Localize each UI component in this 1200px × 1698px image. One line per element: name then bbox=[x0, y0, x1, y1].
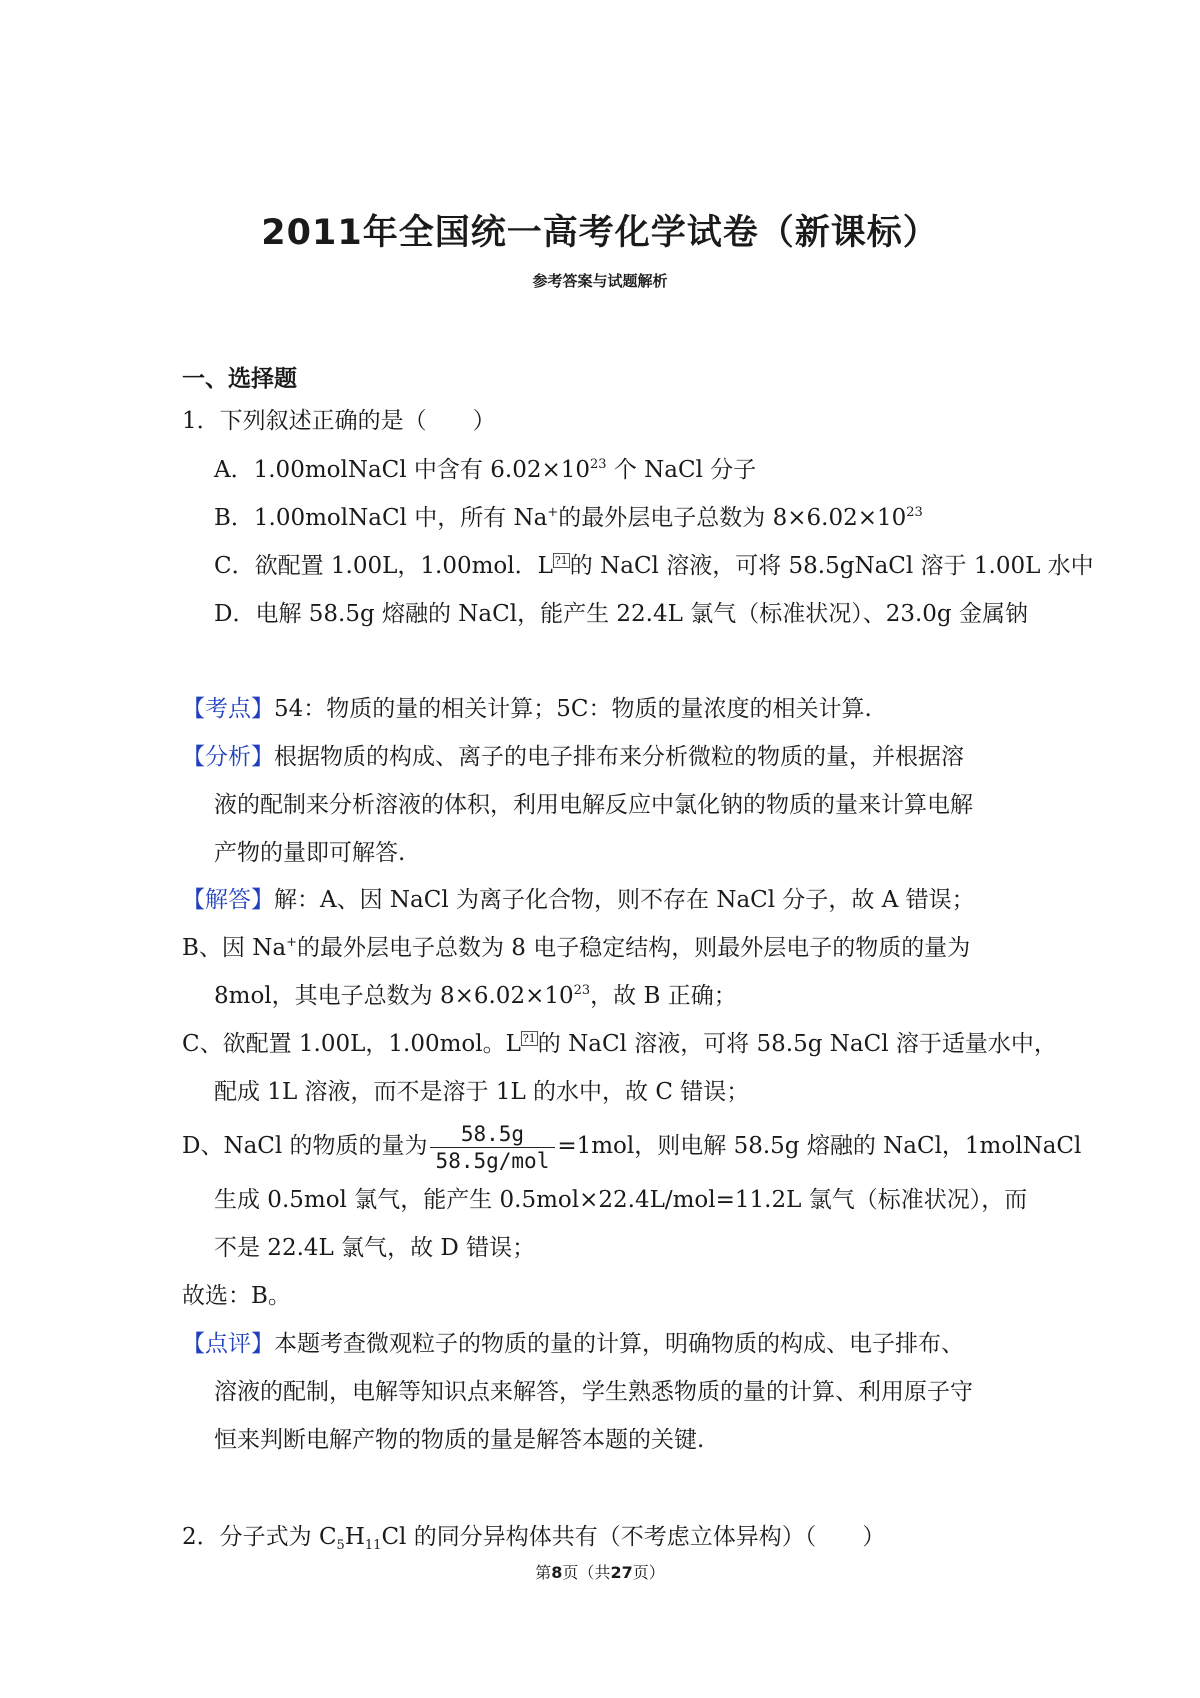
option-b-charge: + bbox=[547, 505, 559, 520]
jieda-b2-text: 8mol，其电子总数为 8×6.02×10 bbox=[214, 983, 574, 1009]
page-footer bbox=[0, 1560, 1200, 1583]
jieda-line bbox=[182, 885, 975, 915]
jieda-b-text: B、因 Na bbox=[182, 935, 287, 961]
jieda-c-line-1 bbox=[182, 1029, 1057, 1059]
question-2-sub-h: 11 bbox=[364, 1538, 382, 1553]
kaodian-line bbox=[182, 694, 872, 724]
jieda-d-line-2: 生成 0.5mol 氯气，能产生 0.5mol×22.4L/mol=11.2L 氯气（标准状况），而 bbox=[214, 1187, 1028, 1213]
jieda-c-line-2: 配成 1L 溶液，而不是溶于 1L 的水中，故 C 错误； bbox=[214, 1079, 750, 1105]
question-1-option-d: D．电解 58.5g 熔融的 NaCl，能产生 22.4L 氯气（标准状况）、23.0g 金属钠 bbox=[214, 601, 1028, 627]
option-a-text-end: 个 NaCl 分子 bbox=[606, 457, 757, 483]
footer-suffix: 页） bbox=[632, 1563, 665, 1582]
jieda-a-text: 解：A、因 NaCl 为离子化合物，则不存在 NaCl 分子，故 A 错误； bbox=[274, 887, 975, 913]
dianping-text-1: 本题考查微观粒子的物质的量的计算，明确物质的构成、电子排布、 bbox=[274, 1331, 964, 1357]
question-1-option-a bbox=[214, 455, 756, 485]
dianping-line-2: 溶液的配制，电解等知识点来解答，学生熟悉物质的量的计算、利用原子守 bbox=[214, 1379, 973, 1405]
jieda-tag: 【解答】 bbox=[182, 887, 274, 913]
option-c-unit-symbol: ?1 bbox=[554, 554, 568, 567]
option-a-exponent: 23 bbox=[590, 457, 607, 472]
question-2-text-end: Cl 的同分异构体共有（不考虑立体异构）（ ） bbox=[381, 1524, 886, 1550]
jieda-b2-text-end: ，故 B 正确； bbox=[590, 983, 737, 1009]
dianping-tag: 【点评】 bbox=[182, 1331, 274, 1357]
fenxi-tag: 【分析】 bbox=[182, 744, 274, 770]
dianping-line-1 bbox=[182, 1329, 964, 1359]
footer-page-number: 8 bbox=[551, 1563, 563, 1582]
jieda-b-line-1 bbox=[182, 933, 970, 963]
kaodian-tag: 【考点】 bbox=[182, 696, 274, 722]
question-2-stem bbox=[182, 1522, 885, 1552]
option-c-text-end: 的 NaCl 溶液，可将 58.5gNaCl 溶于 1.00L 水中 bbox=[569, 553, 1094, 579]
question-1-option-b bbox=[214, 503, 923, 533]
jieda-d-text-end: =1mol，则电解 58.5g 熔融的 NaCl，1molNaCl bbox=[557, 1133, 1082, 1159]
page-title: 2011年全国统一高考化学试卷（新课标） bbox=[261, 213, 939, 253]
footer-total-pages: 27 bbox=[610, 1563, 633, 1582]
question-1-option-c bbox=[214, 551, 1094, 581]
fenxi-text-1: 根据物质的构成、离子的电子排布来分析微粒的物质的量，并根据溶 bbox=[274, 744, 964, 770]
jieda-d-text: D、NaCl 的物质的量为 bbox=[182, 1133, 428, 1159]
jieda-c-unit-symbol: ?1 bbox=[522, 1032, 536, 1045]
kaodian-text: 54：物质的量的相关计算；5C：物质的量浓度的相关计算. bbox=[274, 696, 872, 722]
option-b-text: B．1.00molNaCl 中，所有 Na bbox=[214, 505, 548, 531]
section-heading: 一、选择题 bbox=[182, 366, 297, 392]
dianping-line-3: 恒来判断电解产物的物质的量是解答本题的关键. bbox=[214, 1427, 705, 1453]
jieda-d-line-3: 不是 22.4L 氯气，故 D 错误； bbox=[214, 1235, 536, 1261]
option-b-text-mid: 的最外层电子总数为 8×6.02×10 bbox=[558, 505, 907, 531]
answer-line: 故选：B。 bbox=[182, 1283, 291, 1309]
option-c-text: C．欲配置 1.00L，1.00mol．L bbox=[214, 553, 553, 579]
jieda-b-line-2 bbox=[214, 981, 737, 1011]
fraction-numerator: 58.5g bbox=[430, 1122, 556, 1148]
fenxi-line-1 bbox=[182, 742, 964, 772]
question-2-sub-c: 5 bbox=[336, 1538, 345, 1553]
jieda-b-charge: + bbox=[286, 935, 297, 950]
fraction-denominator: 58.5g/mol bbox=[435, 1148, 550, 1173]
fenxi-line-3: 产物的量即可解答. bbox=[214, 840, 406, 866]
jieda-b2-exponent: 23 bbox=[573, 983, 591, 998]
jieda-d-line-1 bbox=[182, 1118, 1081, 1174]
jieda-c-text-end: 的 NaCl 溶液，可将 58.5g NaCl 溶于适量水中， bbox=[537, 1031, 1057, 1057]
jieda-b-text-end: 的最外层电子总数为 8 电子稳定结构，则最外层电子的物质的量为 bbox=[296, 935, 971, 961]
molar-fraction bbox=[430, 1122, 556, 1173]
page-subtitle: 参考答案与试题解析 bbox=[532, 272, 668, 290]
option-b-exponent: 23 bbox=[906, 505, 923, 520]
jieda-c-text: C、欲配置 1.00L，1.00mol。L bbox=[182, 1031, 521, 1057]
question-1-stem: 1．下列叙述正确的是（ ） bbox=[182, 408, 496, 434]
fenxi-line-2: 液的配制来分析溶液的体积，利用电解反应中氯化钠的物质的量来计算电解 bbox=[214, 792, 973, 818]
question-2-text: 2．分子式为 C bbox=[182, 1524, 337, 1550]
footer-middle: 页（共 bbox=[562, 1563, 611, 1582]
option-a-text: A．1.00molNaCl 中含有 6.02×10 bbox=[214, 457, 590, 483]
question-2-text-h: H bbox=[344, 1524, 365, 1550]
footer-prefix: 第 bbox=[535, 1563, 552, 1582]
